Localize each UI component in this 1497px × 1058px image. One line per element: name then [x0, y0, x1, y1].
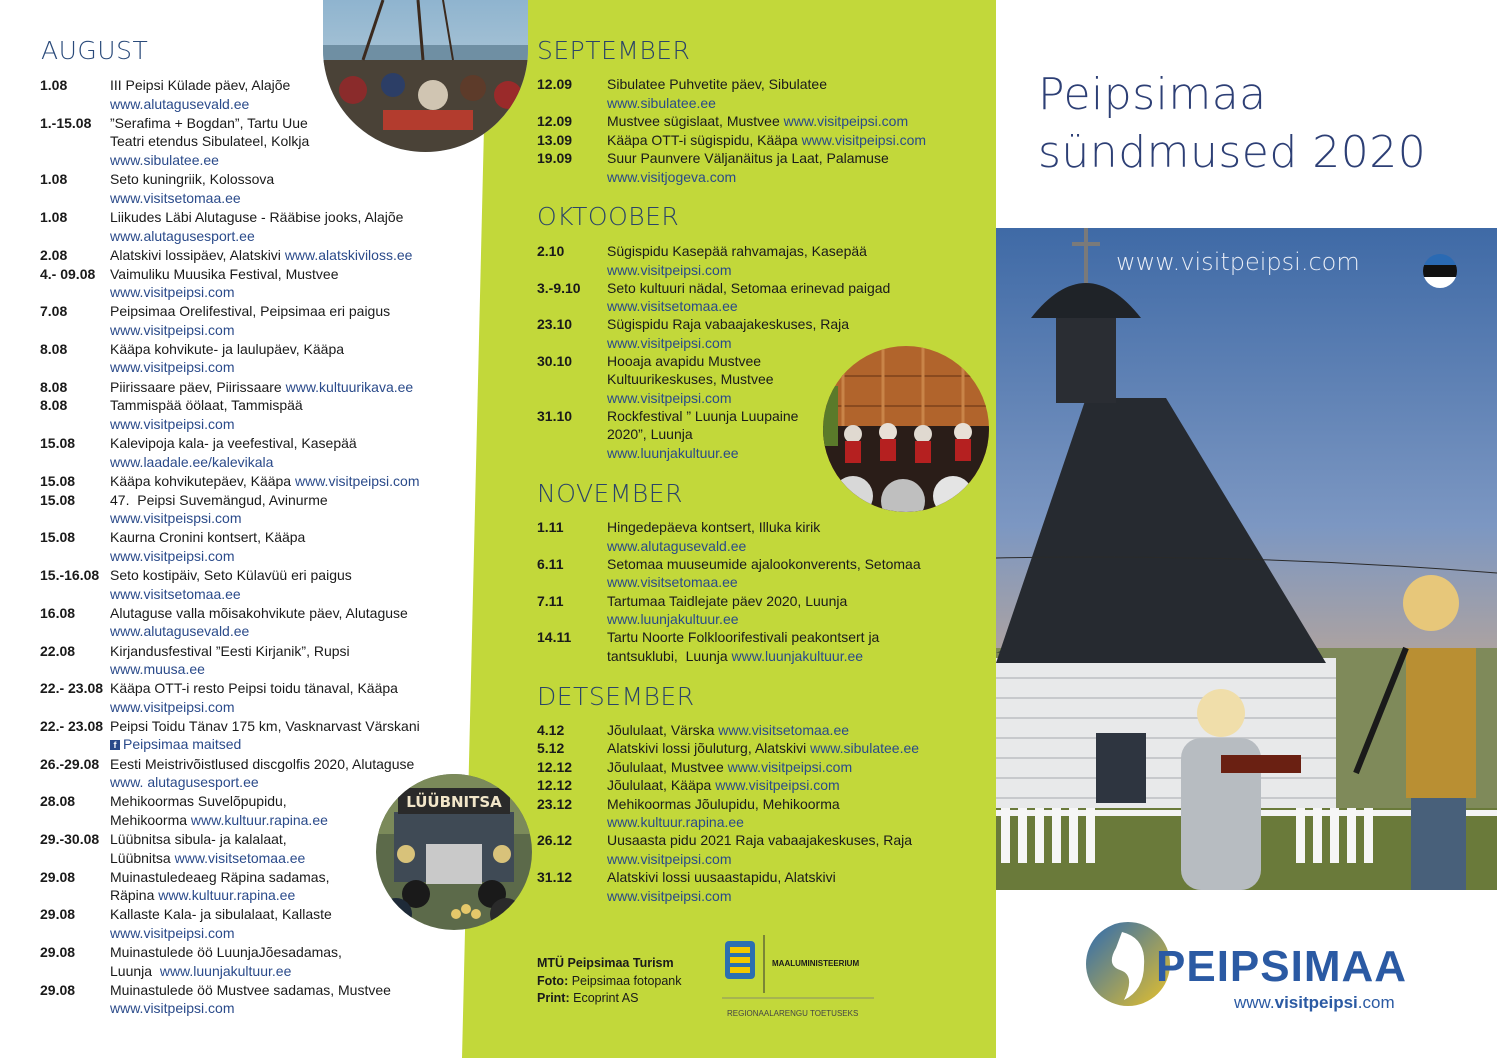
event-text-line: Hingedepäeva kontsert, Illuka kirik	[607, 519, 821, 535]
event-link[interactable]: www.visitsetomaa.ee	[110, 585, 241, 602]
event-link[interactable]: www. alutagusesport.ee	[110, 774, 259, 791]
event-text-line	[110, 622, 450, 641]
november-event-2	[537, 592, 947, 629]
event-link[interactable]: www.visitpeipsi.com	[607, 389, 732, 406]
august-event-11	[40, 472, 450, 491]
event-date: 30.10	[537, 352, 573, 369]
event-link[interactable]: www.visitpeipsi.com	[607, 334, 732, 351]
event-date: 23.10	[537, 316, 573, 333]
event-text-line: Alatskivi lossipäev, Alatskivi www.alatskiviloss.ee	[110, 246, 413, 263]
event-text-line	[110, 227, 450, 246]
event-date: 8.08	[40, 397, 68, 414]
november-event-3	[537, 628, 947, 665]
event-date: 1.-15.08	[40, 114, 92, 131]
event-text-line	[110, 999, 450, 1018]
detsember-event-5	[537, 831, 947, 868]
event-text-line: Seto kuningriik, Kolossova	[110, 171, 275, 188]
event-text-line: Lüübnitsa sibula- ja kalalaat,	[110, 831, 287, 847]
event-text-line	[607, 168, 947, 187]
logo-name: PEIPSIMAA	[1156, 942, 1408, 991]
event-text-line	[110, 660, 450, 679]
event-date: 8.08	[40, 378, 68, 395]
event-text-line	[607, 813, 947, 832]
event-link[interactable]: www.visitpeipsi.com	[110, 284, 235, 301]
event-text-line	[110, 509, 450, 528]
event-text-line: Tartu Noorte Folkloorifestivali peakontsert ja	[607, 629, 880, 646]
event-link[interactable]: www.visitpeipsi.com	[715, 777, 840, 794]
event-date: 22.- 23.08	[40, 680, 104, 697]
event-link[interactable]: www.visitpeipsi.com	[110, 321, 235, 338]
event-date: 3.-9.10	[537, 279, 581, 296]
event-date: 29.08	[40, 868, 76, 885]
detsember-event-2	[537, 758, 947, 777]
event-link[interactable]: www.sibulatee.ee	[110, 151, 219, 168]
event-link[interactable]: www.visitsetomaa.ee	[607, 298, 738, 315]
event-link[interactable]: www.visitpeipsi.com	[607, 887, 732, 904]
event-link[interactable]: www.alutagusevald.ee	[110, 95, 250, 112]
event-text-line: Seto kultuuri nädal, Setomaa erinevad paigad	[607, 279, 891, 296]
event-date: 15.-16.08	[40, 567, 100, 584]
oktoober-event-1	[537, 279, 947, 316]
event-link[interactable]: www.alutagusesport.ee	[110, 227, 255, 244]
month-november-heading: NOVEMBER	[537, 479, 683, 508]
event-link[interactable]: www.kultuur.rapina.ee	[190, 811, 328, 828]
event-link[interactable]: www.laadale.ee/kalevikala	[110, 453, 274, 470]
event-text-line	[110, 151, 450, 170]
november-event-1	[537, 555, 947, 592]
august-event-19	[40, 755, 450, 792]
event-date: 7.11	[537, 592, 564, 609]
ministry-sub: REGIONAALARENGU TOETUSEKS	[727, 1009, 859, 1018]
event-text-line: Seto kostipäiv, Seto Külavüü eri paigus	[110, 567, 352, 584]
event-text-line: Mustvee sügislaat, Mustvee www.visitpeipsi.com	[607, 113, 909, 130]
event-text-line	[110, 283, 450, 302]
august-event-12	[40, 491, 450, 528]
event-text-line: Kultuurikeskuses, Mustvee	[607, 371, 774, 388]
detsember-event-4	[537, 795, 947, 832]
event-link[interactable]: www.visitpeipsi.com	[110, 698, 235, 715]
month-oktoober-heading: OKTOOBER	[537, 202, 680, 231]
truck-market-photo	[376, 774, 532, 930]
event-text-line: 2020”, Luunja	[607, 426, 693, 443]
event-link[interactable]: f Peipsimaa maitsed	[110, 736, 241, 752]
event-text-line: Kaurna Cronini kontsert, Kääpa	[110, 529, 306, 546]
credits	[537, 955, 682, 1008]
event-link[interactable]: www.luunjakultuur.ee	[159, 962, 292, 979]
event-link[interactable]: www.alutagusevald.ee	[607, 537, 747, 554]
event-link[interactable]: www.alutagusevald.ee	[110, 623, 250, 640]
event-text-line	[607, 573, 947, 592]
event-text-line	[110, 415, 450, 434]
event-text-line: Vaimuliku Muusika Festival, Mustvee	[110, 265, 339, 282]
event-text-line: Sibulatee Puhvetite päev, Sibulatee	[607, 76, 828, 92]
event-link[interactable]: www.visitpeipsi.com	[110, 359, 235, 376]
september-event-3	[537, 149, 947, 186]
event-date: 15.08	[40, 491, 76, 508]
event-date: 16.08	[40, 604, 76, 621]
event-link[interactable]: www.visitpeipsi.com	[110, 547, 235, 564]
event-text-line	[110, 358, 450, 377]
event-date: 29.08	[40, 944, 76, 961]
august-event-6	[40, 302, 450, 339]
event-text-line: Tammispää öölaat, Tammispää	[110, 397, 303, 414]
page-title: Peipsimaa sündmused 2020	[1038, 69, 1427, 178]
event-text-line	[607, 887, 947, 906]
oktoober-event-0	[537, 242, 947, 279]
event-date: 29.08	[40, 906, 76, 923]
photo-website-text: www.visitpeipsi.com	[1116, 248, 1360, 276]
event-date: 26.-29.08	[40, 755, 100, 772]
month-august-heading: AUGUST	[41, 36, 149, 65]
event-text-line: Peipsimaa Orelifestival, Peipsimaa eri paigus	[110, 303, 391, 320]
event-text-line	[607, 261, 947, 280]
event-text-line	[607, 537, 947, 556]
event-date: 19.09	[537, 150, 573, 167]
event-link[interactable]: www.visitpeipsi.com	[783, 113, 909, 130]
event-text-line	[607, 610, 947, 629]
august-event-15	[40, 604, 450, 641]
event-date: 15.08	[40, 472, 76, 489]
event-text-line: Sügispidu Raja vabaajakeskuses, Raja	[607, 316, 850, 333]
event-date: 12.12	[537, 777, 573, 794]
event-date: 7.08	[40, 303, 68, 320]
event-text-line: tantsuklubi, Luunja www.luunjakultuur.ee	[607, 647, 864, 664]
event-link[interactable]: www.visitpeispsi.com	[110, 510, 242, 527]
event-link[interactable]: www.visitjogeva.com	[607, 168, 737, 185]
august-event-25	[40, 981, 450, 1018]
event-date: 2.10	[537, 243, 565, 259]
estonian-flag-icon	[1423, 254, 1457, 288]
event-text-line: Kääpa OTT-i resto Peipsi toidu tänaval, Kääpa	[110, 680, 398, 697]
event-date: 15.08	[40, 435, 76, 452]
event-text-line	[110, 585, 450, 604]
event-link[interactable]: www.luunjakultuur.ee	[607, 444, 739, 461]
event-link[interactable]: www.visitsetomaa.ee	[110, 189, 241, 206]
event-link[interactable]: www.visitpeipsi.com	[607, 850, 732, 867]
september-event-2	[537, 131, 947, 150]
event-text-line: Uusaasta pidu 2021 Raja vabaajakeskuses, Raja	[607, 832, 913, 849]
truck-sign-text: LÜÜBNITSA	[406, 793, 502, 811]
event-link[interactable]: www.visitpeipsi.com	[801, 131, 927, 148]
event-date: 2.08	[40, 246, 68, 263]
event-text-line	[110, 189, 450, 208]
august-event-3	[40, 208, 450, 245]
event-date: 29.08	[40, 981, 76, 998]
event-text-line	[110, 924, 450, 943]
event-text-line: Mehikoorma www.kultuur.rapina.ee	[110, 811, 328, 828]
august-event-7	[40, 340, 450, 377]
event-date: 8.08	[40, 340, 68, 357]
event-text-line: Jõululaat, Värska www.visitsetomaa.ee	[607, 722, 850, 738]
print-label: Print:	[537, 991, 570, 1005]
event-text-line: Mehikoormas Jõulupidu, Mehikoorma	[607, 795, 840, 812]
event-date: 15.08	[40, 529, 76, 546]
event-text-line: Rockfestival ” Luunja Luupaine	[607, 407, 799, 424]
event-link[interactable]: www.visitpeipsi.com	[110, 924, 235, 941]
event-date: 31.10	[537, 407, 573, 424]
event-link[interactable]: www.visitsetomaa.ee	[607, 574, 738, 591]
event-date: 13.09	[537, 131, 573, 148]
event-link[interactable]: www.kultuur.rapina.ee	[158, 887, 296, 904]
august-event-13	[40, 528, 450, 565]
event-text-line: III Peipsi Külade päev, Alajõe	[110, 77, 291, 93]
event-date: 12.09	[537, 113, 573, 130]
event-link[interactable]: www.luunjakultuur.ee	[731, 647, 864, 664]
event-text-line: Muinastulede öö Mustvee sadamas, Mustvee	[110, 981, 391, 998]
detsember-event-6	[537, 868, 947, 905]
event-text-line: Kirjandusfestival ”Eesti Kirjanik”, Rupsi	[110, 642, 350, 659]
event-text-line: Alatskivi lossi uusaastapidu, Alatskivi	[607, 869, 836, 886]
event-link[interactable]: www.visitpeipsi.com	[727, 758, 853, 775]
org-name: MTÜ Peipsimaa Turism	[537, 956, 674, 970]
event-text-line	[110, 547, 450, 566]
august-event-2	[40, 170, 450, 207]
event-date: 12.09	[537, 76, 573, 92]
event-date: 1.08	[40, 171, 68, 188]
event-text-line: Alatskivi lossi jõuluturg, Alatskivi www.sibulatee.ee	[607, 740, 920, 757]
event-date: 1.11	[537, 519, 564, 535]
event-text-line: Kääpa kohvikutepäev, Kääpa www.visitpeipsi.com	[110, 472, 420, 489]
august-event-9	[40, 396, 450, 433]
event-text-line: Liikudes Läbi Alutaguse - Rääbise jooks, Alajõe	[110, 208, 404, 225]
event-date: 22.- 23.08	[40, 717, 104, 734]
event-text-line: Hooaja avapidu Mustvee	[607, 352, 762, 369]
event-link[interactable]: www.visitpeipsi.com	[110, 1000, 235, 1017]
event-text-line: Mehikoormas Suvelõpupidu,	[110, 793, 287, 810]
august-event-4	[40, 246, 450, 265]
event-text-line: Muinastuledeaeg Räpina sadamas,	[110, 868, 330, 885]
august-event-17	[40, 679, 450, 716]
november-event-0	[537, 518, 947, 555]
event-link[interactable]: www.muusa.ee	[110, 661, 205, 678]
foto-value: Peipsimaa fotopank	[568, 973, 682, 988]
event-text-line	[607, 850, 947, 869]
peipsimaa-logo	[1084, 920, 1414, 1020]
event-link[interactable]: www.alatskiviloss.ee	[284, 246, 413, 263]
event-text-line: Luunja www.luunjakultuur.ee	[110, 962, 292, 979]
august-event-18	[40, 717, 450, 754]
august-event-23	[40, 905, 450, 942]
august-event-5	[40, 265, 450, 302]
event-text-line: Eesti Meistrivõistlused discgolfis 2020, Alutaguse	[110, 755, 415, 772]
event-text-line: 47. Peipsi Suvemängud, Avinurme	[110, 491, 328, 508]
event-text-line: Kääpa kohvikute- ja laulupäev, Kääpa	[110, 340, 345, 357]
event-text-line: ”Serafima + Bogdan”, Tartu Uue	[110, 114, 308, 131]
church-photo	[996, 228, 1497, 890]
event-date: 6.11	[537, 555, 564, 572]
print-value: Ecoprint AS	[569, 991, 639, 1005]
event-text-line: Jõululaat, Mustvee www.visitpeipsi.com	[607, 758, 853, 775]
month-september-heading: SEPTEMBER	[537, 36, 691, 65]
event-date: 4.12	[537, 722, 565, 738]
august-event-24	[40, 943, 450, 980]
event-text-line: Alutaguse valla mõisakohvikute päev, Alutaguse	[110, 604, 408, 621]
detsember-event-0	[537, 721, 947, 740]
event-date: 26.12	[537, 832, 573, 849]
event-text-line	[607, 297, 947, 316]
september-event-1	[537, 112, 947, 131]
event-text-line	[607, 94, 947, 113]
event-text-line	[110, 773, 450, 792]
event-text-line: Suur Paunvere Väljanäitus ja Laat, Palamuse	[607, 150, 889, 167]
event-date: 1.08	[40, 208, 68, 225]
event-date: 5.12	[537, 740, 565, 757]
month-detsember-heading: DETSEMBER	[537, 682, 695, 711]
event-text-line: Peipsi Toidu Tänav 175 km, Vasknarvast Värskani	[110, 717, 420, 734]
event-date: 23.12	[537, 795, 573, 812]
oktoober-event-2	[537, 315, 947, 352]
detsember-event-3	[537, 776, 947, 795]
event-date: 4.- 09.08	[40, 265, 96, 282]
event-text-line: Kääpa OTT-i sügispidu, Kääpa www.visitpeipsi.com	[607, 131, 927, 148]
event-link[interactable]: www.visitpeipsi.com	[295, 472, 420, 489]
event-link[interactable]: www.visitpeipsi.com	[110, 416, 235, 433]
event-date: 12.12	[537, 758, 573, 775]
event-text-line: Jõululaat, Kääpa www.visitpeipsi.com	[607, 777, 840, 794]
concert-photo	[823, 346, 989, 512]
event-link[interactable]: www.sibulatee.ee	[607, 94, 716, 111]
august-event-14	[40, 566, 450, 603]
event-link[interactable]: www.visitpeipsi.com	[607, 261, 732, 278]
event-link[interactable]: www.visitsetomaa.ee	[174, 849, 306, 866]
event-link[interactable]: www.sibulatee.ee	[810, 740, 920, 757]
event-text-line: Räpina www.kultuur.rapina.ee	[110, 887, 296, 904]
event-date: 1.08	[40, 77, 68, 93]
event-text-line: Kalevipoja kala- ja veefestival, Kasepää	[110, 435, 357, 452]
august-event-16	[40, 642, 450, 679]
september-event-0	[537, 75, 947, 112]
event-date: 22.08	[40, 642, 76, 659]
event-link[interactable]: www.kultuur.rapina.ee	[607, 814, 744, 831]
event-text-line: Tartumaa Taidlejate päev 2020, Luunja	[607, 592, 848, 609]
event-text-line	[110, 698, 450, 717]
august-event-10	[40, 434, 450, 471]
event-text-line: Sügispidu Kasepää rahvamajas, Kasepää	[607, 243, 867, 259]
ministry-name: MAALUMINISTEERIUM	[772, 959, 860, 968]
event-date: 29.-30.08	[40, 831, 100, 847]
event-text-line	[110, 453, 450, 472]
event-date: 28.08	[40, 793, 76, 810]
event-text-line: Piirissaare päev, Piirissaare www.kultuurikava.ee	[110, 378, 414, 395]
event-text-line	[110, 321, 450, 340]
event-text-line: Lüübnitsa www.visitsetomaa.ee	[110, 849, 306, 866]
logo-url: www.visitpeipsi.com	[1234, 993, 1395, 1012]
event-text-line: Setomaa muuseumide ajalookonverents, Setomaa	[607, 555, 921, 572]
foto-label: Foto:	[537, 973, 569, 988]
event-link[interactable]: www.kultuurikava.ee	[285, 378, 414, 395]
facebook-icon: f	[110, 740, 120, 750]
event-text-line: Kallaste Kala- ja sibulalaat, Kallaste	[110, 906, 332, 923]
event-text-line: Muinastulede öö LuunjaJõesadamas,	[110, 944, 342, 961]
ministry-logo	[722, 935, 874, 1025]
event-link[interactable]: www.luunjakultuur.ee	[607, 611, 739, 628]
event-date: 14.11	[537, 629, 572, 646]
event-link[interactable]: www.visitsetomaa.ee	[718, 722, 850, 738]
detsember-event-1	[537, 739, 947, 758]
august-event-8	[40, 378, 450, 397]
event-date: 31.12	[537, 869, 573, 886]
event-text-line	[110, 735, 450, 754]
event-text-line: Teatri etendus Sibulateel, Kolkja	[110, 133, 310, 150]
